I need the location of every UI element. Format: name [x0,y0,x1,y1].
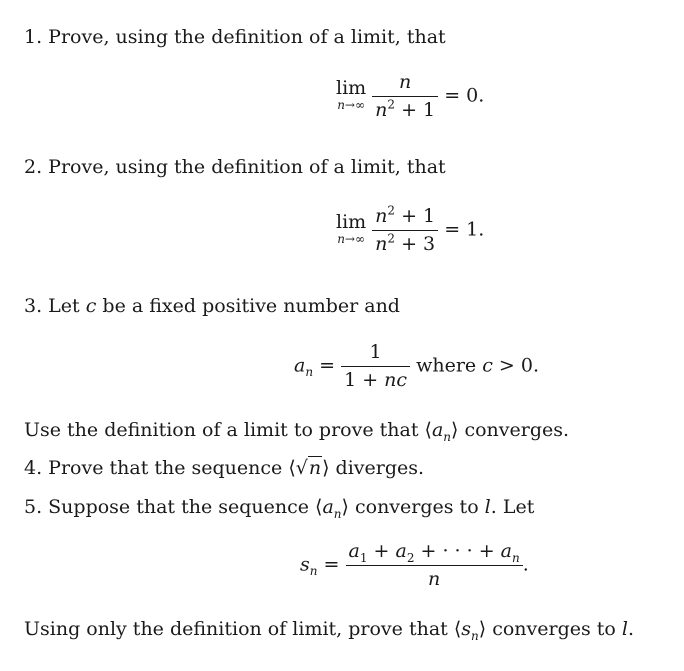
term-a2-sub: 2 [406,550,415,565]
den-base: n [375,232,388,255]
where-word: where [416,354,483,377]
num-exponent: 2 [387,203,396,218]
period: . [522,553,529,576]
text: . Let [490,496,535,518]
numerator: 1 [369,341,382,363]
term-a2: a [395,540,407,562]
limit-operator [336,213,366,248]
num-tail: + 1 [395,205,436,227]
rhs: = 0. [444,84,485,107]
term-a1-sub: 1 [359,550,368,565]
plus-dots: + · · · + [414,540,501,562]
seq-var: a [322,496,334,518]
fraction [346,541,523,590]
problem-5-task [24,618,635,643]
text: ⟩ converges. [451,419,570,441]
plus: + [367,540,396,562]
seq-var: s [461,618,472,640]
seq-var: a [431,419,444,441]
numerator [346,540,523,565]
lim-word: lim [336,211,367,234]
problem-1-equation [336,72,484,121]
den-exponent: 2 [387,97,396,112]
num-base: n [375,205,388,227]
numerator: n [399,71,412,93]
fraction [372,203,438,255]
problem-1-statement: 1. Prove, using the definition of a limit, that [24,26,446,48]
denominator: n [427,567,441,590]
den-var: nc [384,368,408,391]
text: Use the definition of a limit to prove that ⟨ [24,419,432,441]
text: Using only the definition of limit, prove that ⟨ [24,618,462,640]
denominator [372,231,438,255]
problem-2-statement: 2. Prove, using the definition of a limit, that [24,156,446,178]
radicand: n [308,457,322,479]
lim-subscript: n→∞ [337,232,365,247]
lim-subscript: n→∞ [337,98,365,113]
text: 4. Prove that the sequence ⟨√ [24,457,308,479]
numerator [372,203,438,227]
den-tail: + 1 [395,98,436,121]
seq-sub: n [471,628,479,643]
text: ⟩ diverges. [322,457,425,479]
problem-5-equation [300,541,529,590]
fraction-bar [372,230,438,231]
text: be a fixed positive number and [96,295,400,317]
equals-sign: = [319,354,336,377]
term-a1: a [348,540,360,562]
rhs: = 1. [444,218,485,241]
problem-3-task [24,419,570,444]
den-exponent: 2 [387,231,396,246]
text: ⟩ converges to [341,496,485,518]
var-c: c [85,295,97,317]
denominator [372,97,438,121]
cond-var: c [482,354,493,377]
seq-sub: n [443,429,451,444]
lhs-sub: n [309,564,318,579]
limit-var: l [621,618,628,640]
text: 3. Let [24,295,86,317]
text: . [627,618,635,640]
lhs-var: s [300,553,310,576]
lim-word: lim [336,77,367,100]
problem-2-equation [336,203,485,255]
fraction [341,342,410,391]
problem-5-statement [24,496,535,521]
den-base: n [375,98,388,121]
fraction [372,72,438,121]
lhs-var: a [294,354,306,377]
den-plain: 1 + [344,368,385,391]
text: 5. Suppose that the sequence ⟨ [24,496,323,518]
problem-3-statement [24,295,400,317]
fraction-bar [341,366,410,367]
text: ⟩ converges to [478,618,622,640]
denominator [341,370,410,391]
problem-4-statement [24,457,424,479]
lhs-sub: n [305,365,314,380]
term-an: a [500,540,512,562]
den-tail: + 3 [395,232,436,255]
problem-3-equation [294,342,539,391]
fraction-bar [346,565,523,566]
fraction-bar [372,96,438,97]
term-an-sub: n [511,550,520,565]
limit-operator [336,79,366,114]
limit-var: l [484,496,491,518]
cond-rest: > 0. [492,354,540,377]
seq-sub: n [333,506,342,521]
equals-sign: = [323,553,340,576]
